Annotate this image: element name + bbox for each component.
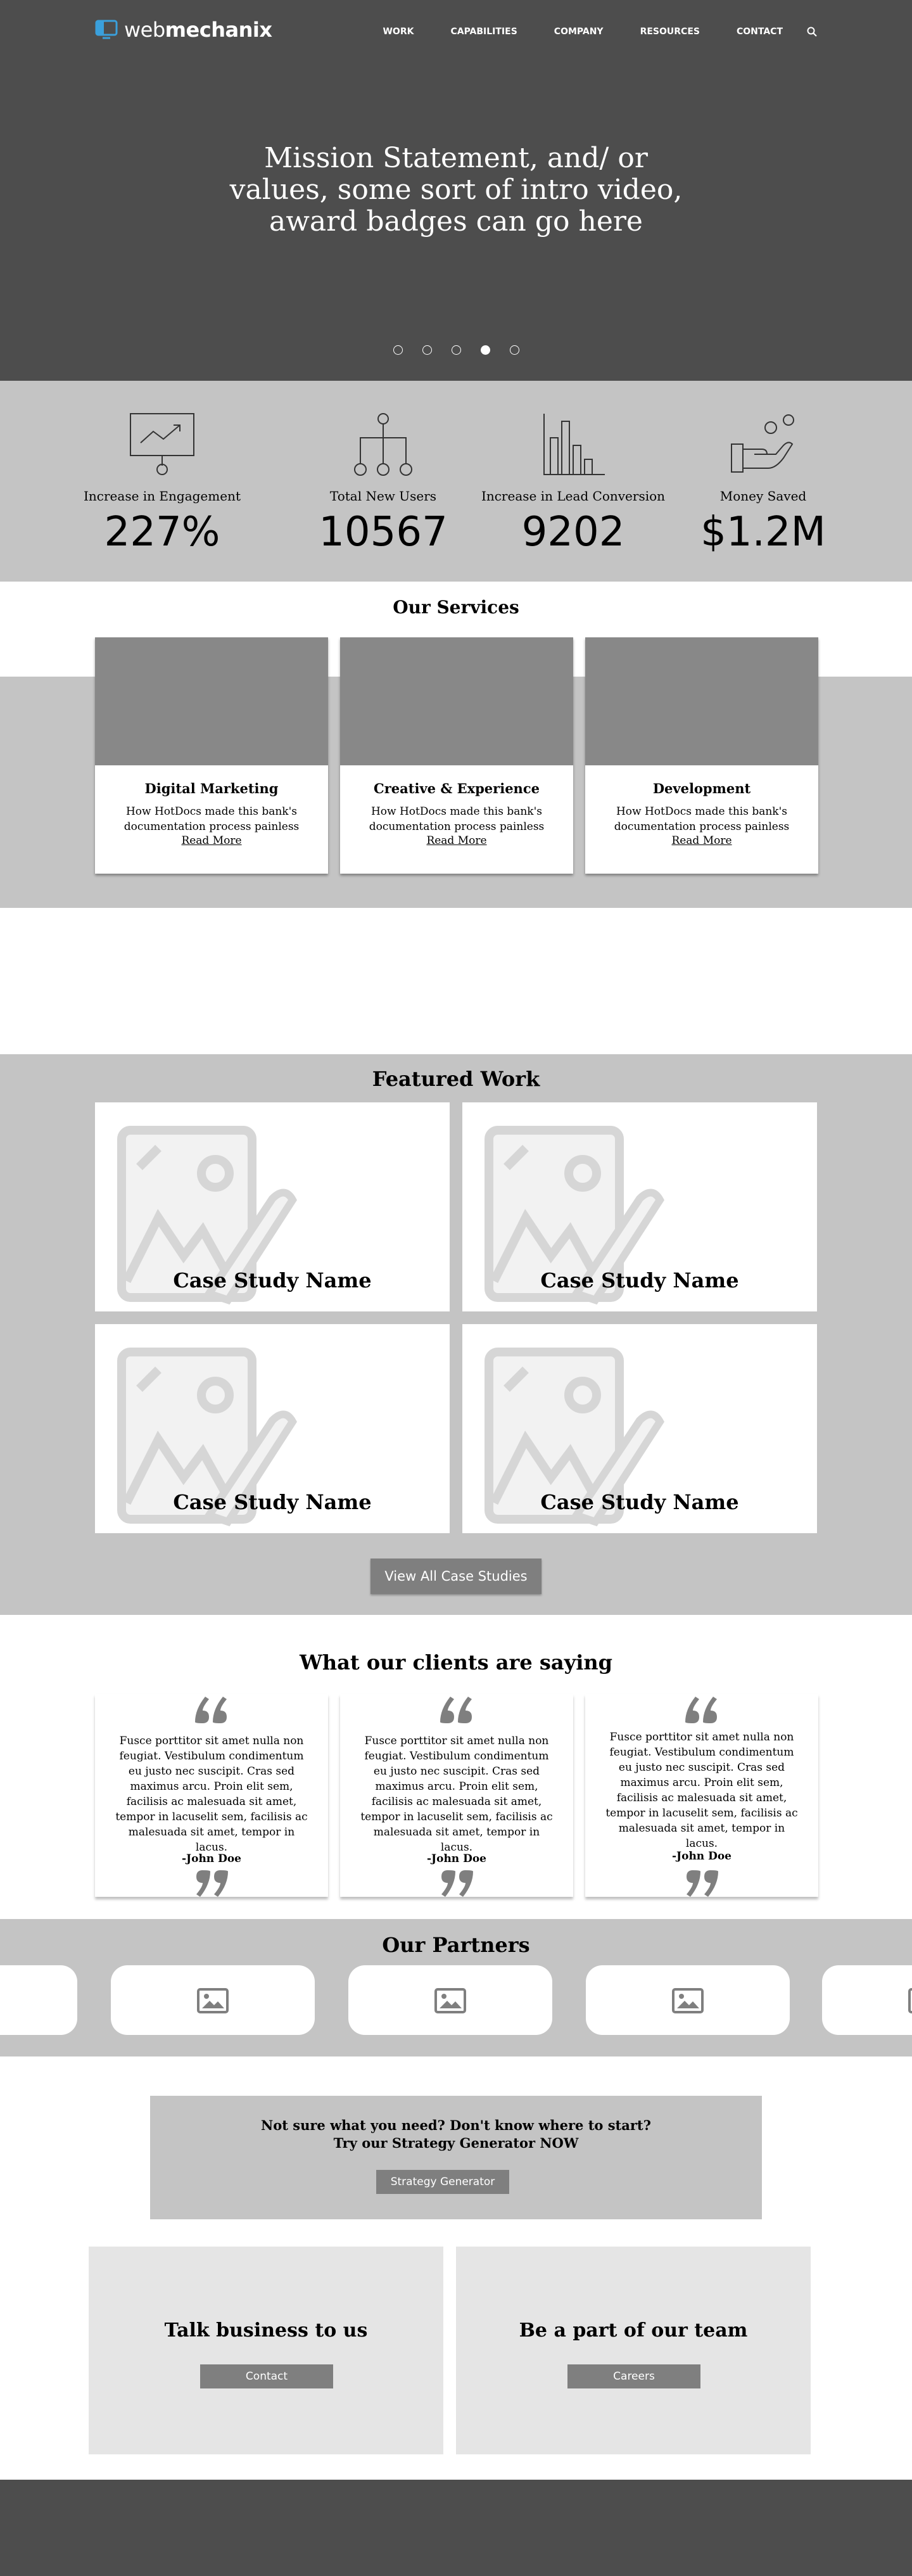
- testimonial-author: -John Doe: [427, 1852, 486, 1865]
- testimonial-card: [585, 1694, 818, 1897]
- partner-logo[interactable]: [111, 1965, 315, 2035]
- service-name: Development: [652, 781, 751, 796]
- testimonial-author: -John Doe: [672, 1850, 732, 1863]
- service-description: How HotDocs made this bank's documentation process painless: [124, 805, 300, 833]
- service-description: How HotDocs made this bank's documentation process painless: [369, 805, 545, 833]
- careers-box: [456, 2247, 811, 2454]
- open-quote-icon: [585, 1694, 818, 1727]
- hero-line-2: values, some sort of intro video,: [229, 174, 683, 206]
- nav-resources[interactable]: RESOURCES: [640, 27, 700, 37]
- service-card: [340, 637, 573, 874]
- case-study-card[interactable]: [95, 1102, 450, 1311]
- stat-value: $1.2M: [700, 509, 826, 556]
- service-name: Digital Marketing: [144, 781, 279, 796]
- open-quote-icon: [340, 1694, 573, 1727]
- image-icon: [908, 1988, 912, 2013]
- carousel-dot[interactable]: [452, 345, 461, 355]
- image-icon: [434, 1988, 466, 2013]
- services-section: [0, 582, 912, 908]
- strategy-generator-button[interactable]: Strategy Generator: [376, 2170, 509, 2194]
- stat-value: 227%: [104, 509, 220, 556]
- testimonials-section: [0, 1615, 912, 1919]
- carousel-dot[interactable]: [510, 345, 519, 355]
- contact-box-title: Talk business to us: [164, 2319, 368, 2342]
- case-study-card[interactable]: [95, 1324, 450, 1533]
- close-quote-icon: [585, 1869, 818, 1902]
- partner-logo[interactable]: [0, 1965, 77, 2035]
- cta-text: [150, 2117, 762, 2152]
- testimonial-text: Fusce porttitor sit amet nulla non feugiat. Vestibulum condimentum eu justo nec suscipit. Cras sed maximus arcu. Proin elit sem, facilisis ac malesuada sit amet, tempor in lacuselit sem, facilisis ac malesuada sit amet, tempor in lacus.: [605, 1731, 798, 1850]
- presentation-chart-icon: [129, 412, 195, 476]
- stat-label: Money Saved: [719, 488, 807, 504]
- partners-title: Our Partners: [382, 1933, 530, 1957]
- open-quote-icon: [95, 1694, 328, 1727]
- careers-button[interactable]: Careers: [567, 2364, 700, 2388]
- nav-capabilities[interactable]: CAPABILITIES: [450, 27, 517, 37]
- case-study-name: Case Study Name: [540, 1268, 739, 1292]
- cta-line-2: Try our Strategy Generator NOW: [333, 2135, 579, 2151]
- testimonial-author: -John Doe: [182, 1852, 241, 1865]
- close-quote-icon: [95, 1869, 328, 1902]
- bar-chart-icon: [540, 412, 606, 476]
- partner-logo[interactable]: [348, 1965, 552, 2035]
- testimonials-title: What our clients are saying: [299, 1650, 613, 1674]
- nav-company[interactable]: COMPANY: [554, 27, 604, 37]
- case-study-card[interactable]: [462, 1324, 817, 1533]
- case-study-name: Case Study Name: [173, 1490, 372, 1514]
- services-title: Our Services: [393, 597, 519, 618]
- featured-work-section: [0, 1054, 912, 1615]
- case-study-name: Case Study Name: [173, 1268, 372, 1292]
- service-name: Creative & Experience: [374, 781, 540, 796]
- hero-mission-statement: [203, 143, 709, 238]
- careers-box-title: Be a part of our team: [519, 2319, 748, 2342]
- hero: [0, 0, 912, 381]
- stat-label: Increase in Lead Conversion: [481, 488, 666, 504]
- partner-logo[interactable]: [822, 1965, 912, 2035]
- nav-contact[interactable]: CONTACT: [736, 27, 783, 37]
- testimonial-card: [340, 1694, 573, 1897]
- read-more-link[interactable]: Read More: [671, 834, 732, 847]
- partners-section: [0, 1919, 912, 2056]
- carousel-dot[interactable]: [422, 345, 432, 355]
- logo-text: webmechanix: [124, 18, 272, 42]
- read-more-link[interactable]: Read More: [426, 834, 487, 847]
- testimonial-text: Fusce porttitor sit amet nulla non feugiat. Vestibulum condimentum eu justo nec suscipit. Cras sed maximus arcu. Proin elit sem, facilisis ac malesuada sit amet, tempor in lacuselit sem, facilisis ac malesuada sit amet, tempor in lacus.: [115, 1735, 308, 1854]
- stat-new-users: [288, 381, 478, 554]
- carousel-dots: [0, 345, 912, 355]
- testimonial-text: Fusce porttitor sit amet nulla non feugiat. Vestibulum condimentum eu justo nec suscipit. Cras sed maximus arcu. Proin elit sem, facilisis ac malesuada sit amet, tempor in lacuselit sem, facilisis ac malesuada sit amet, tempor in lacus.: [360, 1735, 553, 1854]
- nav-work[interactable]: WORK: [383, 27, 414, 37]
- service-description: How HotDocs made this bank's documentation process painless: [614, 805, 790, 833]
- contact-box: [89, 2247, 443, 2454]
- stat-engagement: [67, 381, 257, 554]
- carousel-dot-active[interactable]: [481, 345, 490, 355]
- stats-section: [0, 381, 912, 582]
- case-study-name: Case Study Name: [540, 1490, 739, 1514]
- main-nav: [346, 27, 817, 37]
- hand-coins-icon: [730, 412, 796, 476]
- case-study-card[interactable]: [462, 1102, 817, 1311]
- carousel-dot[interactable]: [393, 345, 403, 355]
- org-chart-icon: [350, 412, 416, 476]
- featured-work-title: Featured Work: [372, 1067, 540, 1091]
- search-icon[interactable]: [807, 27, 817, 37]
- service-card: [95, 637, 328, 874]
- service-image: [95, 637, 328, 765]
- stat-lead-conversion: [478, 381, 668, 554]
- stat-label: Total New Users: [329, 488, 437, 504]
- stat-label: Increase in Engagement: [84, 488, 241, 504]
- service-image: [340, 637, 573, 765]
- footer: [0, 2480, 912, 2576]
- image-icon: [672, 1988, 704, 2013]
- contact-button[interactable]: Contact: [200, 2364, 333, 2388]
- partner-logo[interactable]: [586, 1965, 790, 2035]
- stat-value: 10567: [319, 509, 448, 556]
- testimonial-card: [95, 1694, 328, 1897]
- view-all-case-studies-button[interactable]: View All Case Studies: [370, 1559, 542, 1594]
- cta-line-1: Not sure what you need? Don't know where to start?: [261, 2117, 651, 2133]
- read-more-link[interactable]: Read More: [181, 834, 242, 847]
- service-image: [585, 637, 818, 765]
- close-quote-icon: [340, 1869, 573, 1902]
- hero-line-3: award badges can go here: [269, 205, 643, 238]
- logo[interactable]: [95, 18, 272, 42]
- stat-value: 9202: [521, 509, 625, 556]
- cta-section: [0, 2056, 912, 2480]
- stat-money-saved: [668, 381, 858, 554]
- logo-mark-icon: [95, 20, 118, 40]
- service-card: [585, 637, 818, 874]
- strategy-generator-cta: [150, 2096, 762, 2219]
- image-icon: [197, 1988, 229, 2013]
- hero-line-1: Mission Statement, and/ or: [264, 142, 648, 174]
